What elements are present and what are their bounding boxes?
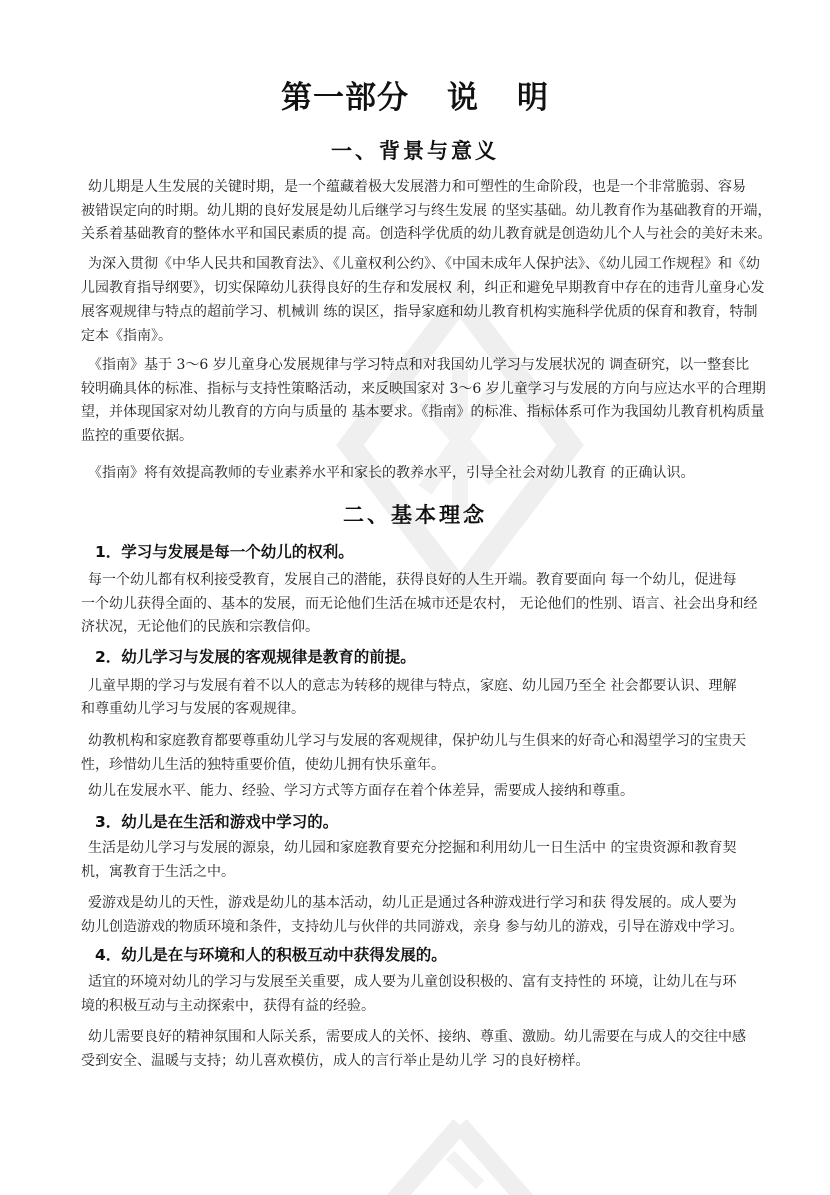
paragraph-line: 境的积极互动与主动探索中，获得有益的经验。 (81, 998, 375, 1014)
principle-title-4: 4．幼儿是在与环境和人的积极互动中获得发展的。 (95, 946, 447, 964)
paragraph-line: 幼儿创造游戏的物质环境和条件，支持幼儿与伙伴的共同游戏，亲身 参与幼儿的游戏，引导在游戏中学习。 (81, 919, 744, 935)
paragraph-line: 关系着基础教育的整体水平和国民素质的提 高。创造科学优质的幼儿教育就是创造幼儿个人与社会的美好未来。 (81, 226, 772, 242)
paragraph-line: 受到安全、温暖与支持；幼儿喜欢模仿，成人的言行举止是幼儿学 习的良好榜样。 (81, 1053, 590, 1069)
paragraph-line: 幼儿在发展水平、能力、经验、学习方式等方面存在着个体差异，需要成人接纳和尊重。 (88, 783, 634, 799)
paragraph-line: 适宜的环境对幼儿的学习与发展至关重要，成人要为儿童创设积极的、富有支持性的 环境，让幼儿在与环 (88, 974, 737, 990)
paragraph-line: 生活是幼儿学习与发展的源泉，幼儿园和家庭教育要充分挖掘和利用幼儿一日生活中 的宝贵资源和教育契 (88, 840, 737, 856)
section-heading-background: 一、背景与意义 (331, 138, 499, 163)
paragraph-line: 幼儿期是人生发展的关键时期，是一个蕴藏着极大发展潜力和可塑性的生命阶段，也是一个非常脆弱、容易 (88, 179, 746, 195)
principle-title-2: 2．幼儿学习与发展的客观规律是教育的前提。 (95, 648, 416, 666)
paragraph-line: 《指南》基于 3～6 岁儿童身心发展规律与学习特点和对我国幼儿学习与发展状况的 调查研究，以一整套比 (88, 357, 750, 373)
paragraph-line: 一个幼儿获得全面的、基本的发展，而无论他们生活在城市还是农村， 无论他们的性别、语言、社会出身和经 (81, 596, 758, 612)
principle-title-3: 3．幼儿是在生活和游戏中学习的。 (95, 813, 339, 831)
section-heading-principles: 二、基本理念 (343, 502, 487, 527)
page-title (0, 72, 830, 117)
watermark-logo-bottom-icon (380, 1115, 540, 1195)
paragraph-line: 望，并体现国家对幼儿教育的方向与质量的 基本要求。《指南》的标准、指标体系可作为我国幼儿教育机构质量 (81, 404, 765, 420)
paragraph-line: 为深入贯彻《中华人民共和国教育法》、《儿童权利公约》、《中国未成年人保护法》、《幼儿园工作规程》和《幼 (88, 256, 760, 272)
title-word-2: 明 (517, 80, 549, 116)
paragraph-line: 展客观规律与特点的超前学习、机械训 练的误区，指导家庭和幼儿教育机构实施科学优质的保育和教育，特制 (81, 304, 758, 320)
paragraph-line: 儿童早期的学习与发展有着不以人的意志为转移的规律与特点，家庭、幼儿园乃至全 社会都要认识、理解 (88, 678, 737, 694)
principle-title-1: 1．学习与发展是每一个幼儿的权利。 (95, 543, 354, 561)
paragraph-line: 儿园教育指导纲要》，切实保障幼儿获得良好的生存和发展权 利，纠正和避免早期教育中存在的违背儿童身心发 (81, 280, 765, 296)
paragraph-line: 机，寓教育于生活之中。 (81, 864, 235, 880)
paragraph-line: 幼儿需要良好的精神氛围和人际关系，需要成人的关怀、接纳、尊重、激励。幼儿需要在与成人的交往中感 (88, 1029, 746, 1045)
paragraph-line: 每一个幼儿都有权利接受教育，发展自己的潜能，获得良好的人生开端。教育要面向 每一个幼儿，促进每 (88, 572, 737, 588)
paragraph-line: 较明确具体的标准、指标与支持性策略活动，来反映国家对 3～6 岁儿童学习与发展的方向与应达水平的合理期 (81, 381, 766, 397)
paragraph-line: 定本《指南》。 (81, 328, 172, 344)
paragraph-line: 爱游戏是幼儿的天性，游戏是幼儿的基本活动，幼儿正是通过各种游戏进行学习和获 得发展的。成人要为 (88, 895, 737, 911)
title-word-1: 说 (447, 80, 479, 116)
title-part: 第一部分 (281, 80, 409, 116)
paragraph-line: 和尊重幼儿学习与发展的客观规律。 (81, 701, 305, 717)
paragraph-line: 《指南》将有效提高教师的专业素养水平和家长的教养水平，引导全社会对幼儿教育 的正确认识。 (88, 465, 695, 481)
paragraph-line: 被错误定向的时期。幼儿期的良好发展是幼儿后继学习与终生发展 的坚实基础。幼儿教育作为基础教育的开端， (81, 203, 772, 219)
paragraph-line: 监控的重要依据。 (81, 428, 193, 444)
paragraph-line: 幼教机构和家庭教育都要尊重幼儿学习与发展的客观规律，保护幼儿与生俱来的好奇心和渴望学习的宝贵天 (88, 733, 746, 749)
paragraph-line: 性，珍惜幼儿生活的独特重要价值，使幼儿拥有快乐童年。 (81, 757, 445, 773)
paragraph-line: 济状况，无论他们的民族和宗教信仰。 (81, 619, 319, 635)
